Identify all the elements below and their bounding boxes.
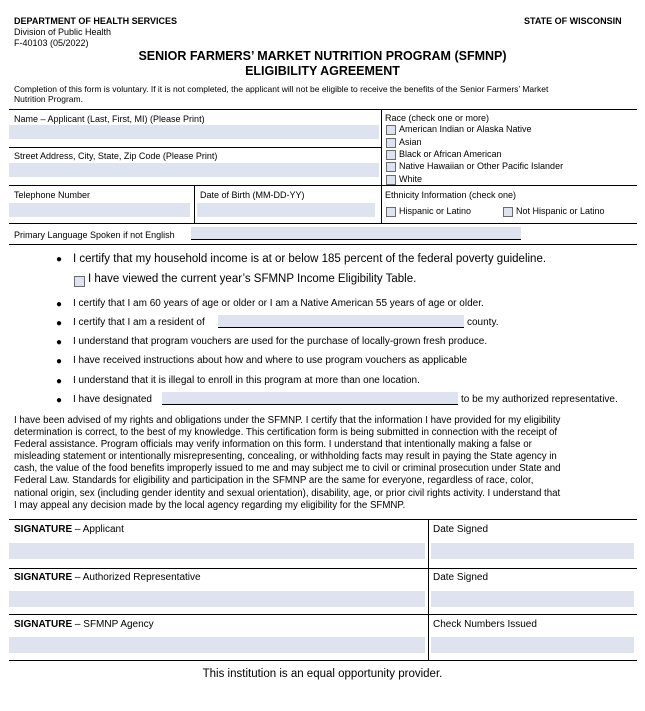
race-option-asian: Asian <box>399 137 422 147</box>
form-title: SENIOR FARMERS’ MARKET NUTRITION PROGRAM (SFMNP) <box>138 49 507 63</box>
rights-line-4: misleading statement or intentionally misrepresenting, concealing, or withholding facts may result in paying the State agency in <box>14 451 557 462</box>
name-input[interactable] <box>9 125 379 139</box>
bullet: ● <box>56 356 63 367</box>
bullet: ● <box>56 395 63 406</box>
dob-label: Date of Birth (MM-DD-YY) <box>200 190 305 200</box>
rep-date-signed-input[interactable] <box>431 591 634 607</box>
race-option-black: Black or African American <box>399 149 502 159</box>
cert-instructions: I have received instructions about how and where to use program vouchers as applicable <box>73 355 468 366</box>
bullet: ● <box>56 299 63 310</box>
cert-income-table: I have viewed the current year’s SFMNP Income Eligibility Table. <box>88 273 417 285</box>
ethnicity-option-hispanic: Hispanic or Latino <box>399 206 472 216</box>
race-checkbox-asian[interactable] <box>386 138 396 148</box>
form-subtitle: ELIGIBILITY AGREEMENT <box>245 64 400 78</box>
date-signed-input[interactable] <box>431 543 634 559</box>
phone-input[interactable] <box>9 203 190 217</box>
ethnicity-checkbox-not-hispanic[interactable] <box>503 207 513 217</box>
grid-line <box>9 109 637 110</box>
race-label: Race (check one or more) <box>385 113 490 123</box>
footer-statement: This institution is an equal opportunity provider. <box>202 668 443 680</box>
bullet: ● <box>56 254 63 265</box>
rep-date-signed-label: Date Signed <box>433 572 489 583</box>
rights-line-7: national origin, sex (including gender identity and sexual orientation), disability, age, or prior civil rights activity. I understand that <box>14 488 561 499</box>
date-signed-label: Date Signed <box>433 524 489 535</box>
income-table-checkbox[interactable] <box>74 276 85 287</box>
grid-line <box>381 109 382 223</box>
grid-line <box>194 185 195 223</box>
race-checkbox-native-hawaiian[interactable] <box>386 162 396 172</box>
cert-designated-suffix: to be my authorized representative. <box>461 394 618 405</box>
race-checkbox-black[interactable] <box>386 150 396 160</box>
grid-line <box>9 614 637 615</box>
rep-signature-input[interactable] <box>9 591 425 607</box>
rights-line-3: Federal assistance. Program officials may verify information on this form. I understand that intentionally making a false or <box>14 439 532 450</box>
bullet: ● <box>56 318 63 329</box>
cert-enroll: I understand that it is illegal to enroll in this program at more than one location. <box>73 375 420 386</box>
bullet: ● <box>56 376 63 387</box>
department-name: DEPARTMENT OF HEALTH SERVICES <box>14 16 178 26</box>
rep-signature-label: SIGNATURE – Authorized Representative <box>14 572 201 583</box>
grid-line <box>9 147 381 148</box>
rights-line-6: Federal Law. Standards for eligibility and participation in the SFMNP are the same for everyone, regardless of race, color, <box>14 475 534 486</box>
language-input[interactable] <box>191 227 521 240</box>
rights-line-8: I may appeal any decision made by the local agency regarding my eligibility for the SFMNP. <box>14 500 406 511</box>
cert-resident-prefix: I certify that I am a resident of <box>73 317 205 328</box>
cert-designated-prefix: I have designated <box>73 394 152 405</box>
grid-line <box>9 568 637 569</box>
applicant-signature-input[interactable] <box>9 543 425 559</box>
grid-line <box>428 519 429 660</box>
ethnicity-checkbox-hispanic[interactable] <box>386 207 396 217</box>
phone-label: Telephone Number <box>14 190 91 200</box>
rights-line-2: determination is correct, to the best of my knowledge. This certification form is being submitted in connection with the receipt of <box>14 427 558 438</box>
race-checkbox-white[interactable] <box>386 175 396 185</box>
grid-line <box>9 519 637 520</box>
language-label: Primary Language Spoken if not English <box>14 230 175 240</box>
race-checkbox-american-indian[interactable] <box>386 125 396 135</box>
bullet: ● <box>56 337 63 348</box>
cert-resident-suffix: county. <box>467 317 499 328</box>
race-option-american-indian: American Indian or Alaska Native <box>399 124 532 134</box>
name-label: Name – Applicant (Last, First, MI) (Please Print) <box>14 114 205 124</box>
race-option-native-hawaiian: Native Hawaiian or Other Pacific Islander <box>399 161 564 171</box>
grid-line <box>9 223 637 224</box>
agency-signature-input[interactable] <box>9 637 425 653</box>
race-option-white: White <box>399 174 423 184</box>
applicant-signature-label: SIGNATURE – Applicant <box>14 524 124 535</box>
representative-input[interactable] <box>162 392 458 405</box>
grid-line <box>9 244 637 245</box>
intro-line-1: Completion of this form is voluntary. If it is not completed, the applicant will not be eligible to receive the benefits of the Senior Farmers’ Market <box>14 84 549 94</box>
address-input[interactable] <box>9 163 379 177</box>
intro-line-2: Nutrition Program. <box>14 94 83 104</box>
division-name: Division of Public Health <box>14 27 112 37</box>
agency-signature-label: SIGNATURE – SFMNP Agency <box>14 619 154 630</box>
rights-line-5: cash, the value of the food benefits improperly issued to me and may subject me to civil or criminal prosecution under State and <box>14 463 561 474</box>
check-numbers-label: Check Numbers Issued <box>433 619 537 630</box>
ethnicity-option-not-hispanic: Not Hispanic or Latino <box>516 206 605 216</box>
grid-line <box>9 185 637 186</box>
state-name: STATE OF WISCONSIN <box>524 16 622 26</box>
ethnicity-label: Ethnicity Information (check one) <box>385 190 517 200</box>
check-numbers-input[interactable] <box>431 637 634 653</box>
county-input[interactable] <box>218 315 464 328</box>
cert-vouchers: I understand that program vouchers are used for the purchase of locally-grown fresh produce. <box>73 336 488 347</box>
dob-input[interactable] <box>197 203 375 217</box>
cert-age: I certify that I am 60 years of age or older or I am a Native American 55 years of age or older. <box>73 298 484 309</box>
address-label: Street Address, City, State, Zip Code (Please Print) <box>14 151 218 161</box>
cert-income: I certify that my household income is at or below 185 percent of the federal poverty guideline. <box>73 253 547 265</box>
rights-line-1: I have been advised of my rights and obligations under the SFMNP. I certify that the information I have provided for my eligibility <box>14 415 561 426</box>
form-number: F-40103 (05/2022) <box>14 38 89 48</box>
grid-line <box>9 660 637 661</box>
